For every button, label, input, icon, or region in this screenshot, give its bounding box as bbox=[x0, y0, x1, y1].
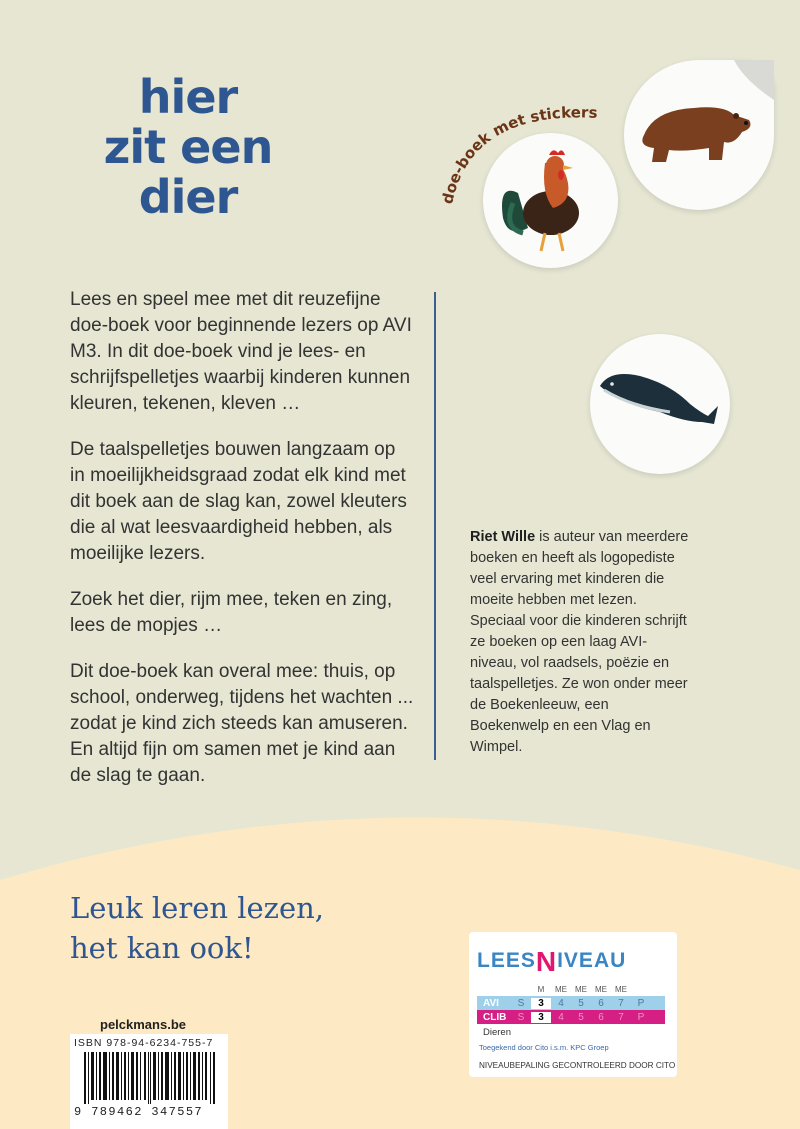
header-cell: ME bbox=[595, 984, 607, 994]
level-cell: 5 bbox=[578, 997, 584, 1009]
level-cell: 7 bbox=[618, 1011, 624, 1023]
bear-icon bbox=[624, 60, 774, 210]
bear-sticker bbox=[624, 60, 774, 210]
logo-part-n: N bbox=[535, 946, 558, 977]
description-paragraph-2: De taalspelletjes bouwen langzaam op in moeilijkheidsgraad zodat elk kind met dit boek aan de slag kan, zowel kleuters die al wat leesvaardigheid hebben, als moeilijke lezers. bbox=[70, 439, 407, 564]
isbn-text: ISBN 978-94-6234-755-7 bbox=[74, 1037, 214, 1049]
level-cell: 4 bbox=[558, 1011, 564, 1023]
level-cell-active: 3 bbox=[531, 1012, 551, 1023]
header-cell: ME bbox=[575, 984, 587, 994]
logo-part-1: LEES bbox=[477, 949, 536, 972]
header-cell: M bbox=[537, 984, 545, 994]
title-line-2: zit een bbox=[103, 120, 273, 174]
level-cell: S bbox=[517, 1011, 525, 1023]
level-cell-active: 3 bbox=[531, 998, 551, 1009]
barcode-icon bbox=[84, 1052, 219, 1104]
author-bio bbox=[470, 527, 690, 758]
row-label: AVI bbox=[483, 997, 499, 1009]
title-line-1: hier bbox=[138, 70, 238, 124]
level-cell: 4 bbox=[558, 997, 564, 1009]
leesniveau-logo bbox=[477, 942, 627, 977]
header-cell: ME bbox=[555, 984, 567, 994]
description-paragraph-4: Dit doe-boek kan overal mee: thuis, op school, onderweg, tijdens het wachten ... zodat je kind zich steeds kan amuseren. En altijd fijn om samen met je kind aan de slag te gaan. bbox=[70, 661, 414, 786]
level-cell: P bbox=[637, 997, 645, 1009]
level-subject: Dieren bbox=[483, 1027, 511, 1038]
rooster-sticker bbox=[483, 133, 618, 268]
sticker-label-text: doe-boek met stickers bbox=[438, 103, 599, 206]
level-cell: 5 bbox=[578, 1011, 584, 1023]
level-cell: S bbox=[517, 997, 525, 1009]
level-row-clib bbox=[477, 1010, 665, 1024]
level-cell: 6 bbox=[598, 1011, 604, 1023]
author-name: Riet Wille bbox=[470, 529, 536, 545]
slogan-line-2: het kan ook! bbox=[70, 931, 254, 965]
level-awarded-by: Toegekend door Cito i.s.m. KPC Groep bbox=[479, 1043, 609, 1052]
description-paragraph-3: Zoek het dier, rijm mee, teken en zing, lees de mopjes … bbox=[70, 589, 393, 636]
publisher-url: pelckmans.be bbox=[100, 1017, 186, 1032]
whale-sticker bbox=[590, 334, 730, 474]
description-column bbox=[70, 287, 415, 809]
book-title bbox=[88, 72, 288, 222]
level-table-header bbox=[477, 982, 665, 996]
whale-icon bbox=[590, 334, 730, 474]
slogan bbox=[70, 888, 324, 968]
level-table bbox=[477, 982, 665, 1024]
logo-part-2: IVEAU bbox=[557, 949, 627, 972]
level-cell: 6 bbox=[598, 997, 604, 1009]
rooster-icon bbox=[483, 133, 618, 268]
barcode-digits: 9 789462 347557 bbox=[74, 1105, 204, 1119]
level-row-avi bbox=[477, 996, 665, 1010]
author-bio-text: is auteur van meerdere boeken en heeft als logopediste veel ervaring met kinderen die moeite hebben met lezen. Speciaal voor die kinderen schrijft ze boeken op een laag AVI-niveau, vol raadsels, poëzie en taalspelletjes. Ze won onder meer de Boekenleeuw, een Boekenwelp en een Vlag en Wimpel. bbox=[470, 529, 689, 755]
title-line-3: dier bbox=[138, 170, 238, 224]
column-divider bbox=[434, 292, 436, 760]
level-footer: NIVEAUBEPALING GECONTROLEERD DOOR CITO bbox=[479, 1061, 676, 1070]
level-cell: 7 bbox=[618, 997, 624, 1009]
level-cell: P bbox=[637, 1011, 645, 1023]
header-cell: ME bbox=[615, 984, 627, 994]
slogan-line-1: Leuk leren lezen, bbox=[70, 891, 325, 925]
description-paragraph-1: Lees en speel mee met dit reuzefijne doe-boek voor beginnende lezers op AVI M3. In dit doe-boek vind je lees- en schrijfspelletjes waarbij kinderen kunnen kleuren, tekenen, kleven … bbox=[70, 289, 412, 414]
row-label: CLIB bbox=[483, 1011, 507, 1023]
leesniveau-card bbox=[469, 932, 677, 1077]
